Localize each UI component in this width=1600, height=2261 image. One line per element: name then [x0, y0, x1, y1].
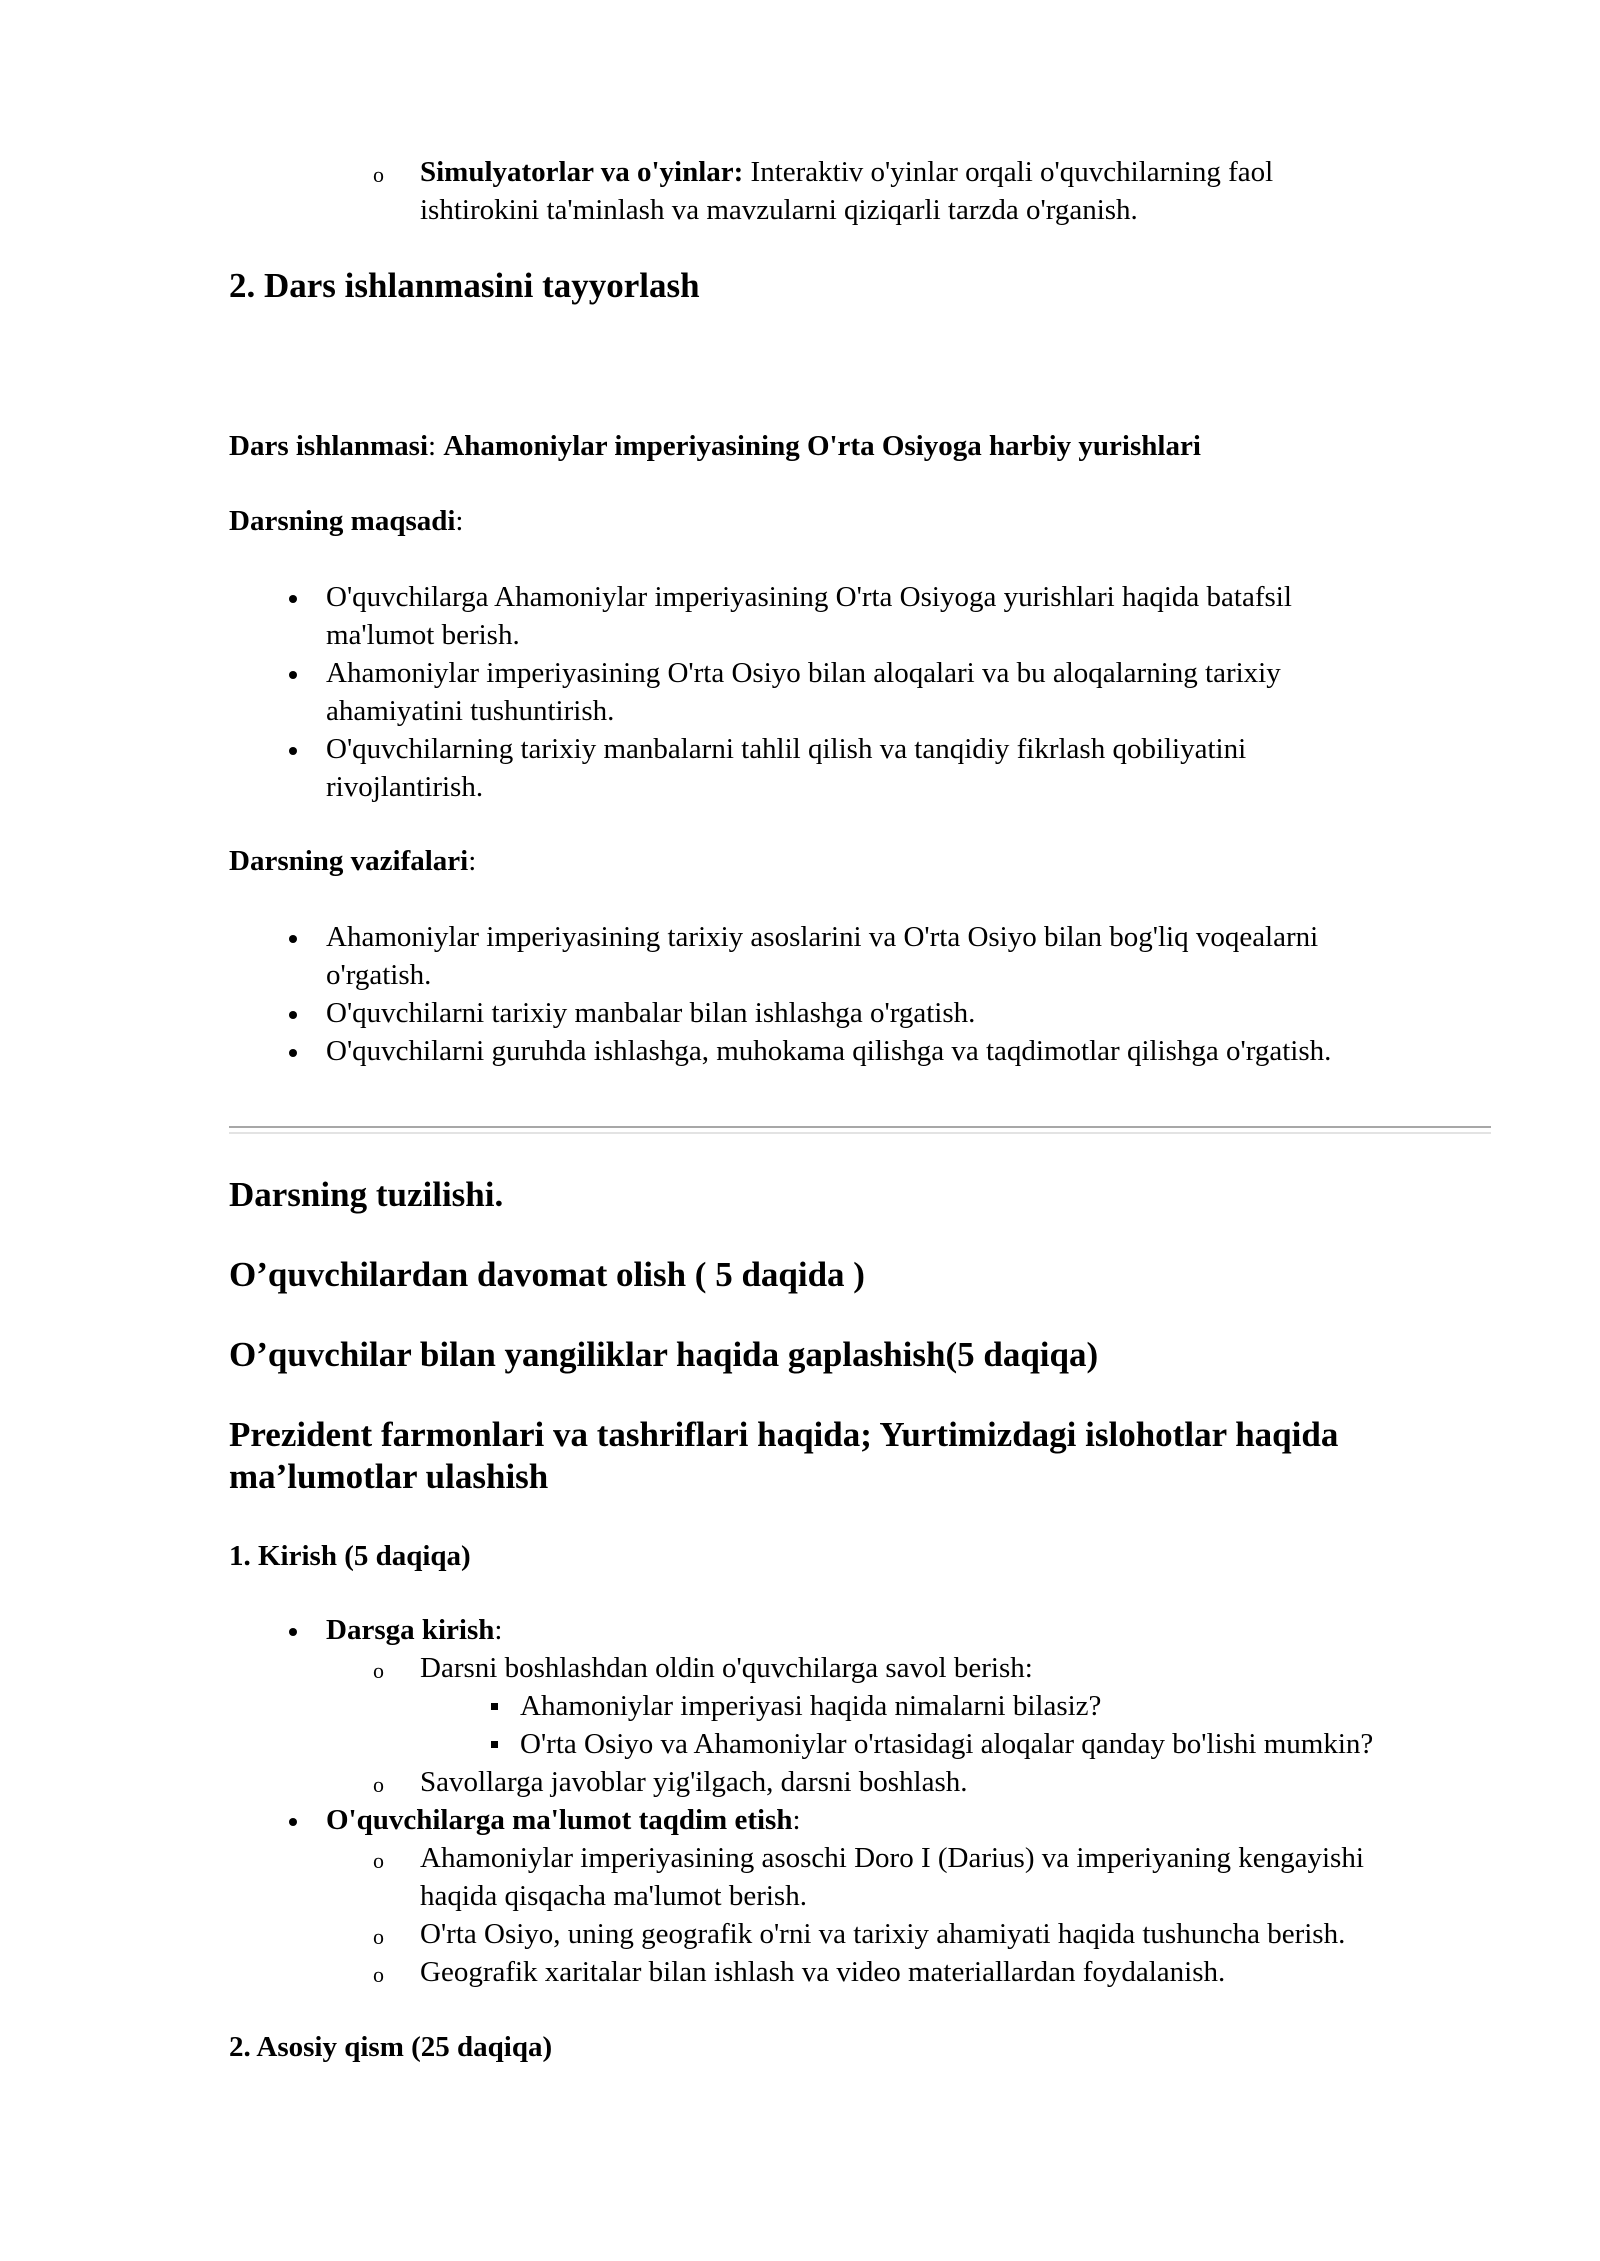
list-item: O'quvchilarning tarixiy manbalarni tahlil qilish va tanqidiy fikrlash qobiliyatini: [326, 733, 1247, 765]
section-heading: 2. Dars ishlanmasini tayyorlash: [229, 266, 700, 305]
davomat-heading: O’quvchilardan davomat olish ( 5 daqida ): [229, 1255, 865, 1294]
list-item-cont: ma'lumot berish.: [326, 619, 520, 651]
tuzilish-title: Darsning tuzilishi.: [229, 1175, 504, 1214]
sub-list-item: O'rta Osiyo, uning geografik o'rni va tarixiy ahamiyati haqida tushuncha berish.: [420, 1918, 1346, 1950]
vazifa-label: Darsning vazifalari: [229, 845, 469, 877]
circle-bullet-icon: o: [373, 1924, 384, 1949]
list-item: O'quvchilarga Ahamoniylar imperiyasining O'rta Osiyoga yurishlari haqida batafsil: [326, 581, 1292, 613]
list-item: O'quvchilarni guruhda ishlashga, muhokama qilishga va taqdimotlar qilishga o'rgatish.: [326, 1035, 1332, 1067]
prezident-heading-cont: ma’lumotlar ulashish: [229, 1457, 549, 1496]
dars-title-line: [229, 427, 1201, 465]
dars-label: Dars ishlanmasi: [229, 430, 429, 462]
dars-title: Ahamoniylar imperiyasining O'rta Osiyoga harbiy yurishlari: [443, 430, 1201, 462]
bullet-icon: [289, 1613, 297, 1636]
colon: :: [494, 1614, 503, 1646]
item-text-cont: ishtirokini ta'minlash va mavzularni qiziqarli tarzda o'rganish.: [420, 194, 1138, 226]
question-item: O'rta Osiyo va Ahamoniylar o'rtasidagi aloqalar qanday bo'lishi mumkin?: [520, 1728, 1374, 1760]
question-item: Ahamoniylar imperiyasi haqida nimalarni bilasiz?: [520, 1690, 1102, 1722]
circle-bullet-icon: o: [373, 1848, 384, 1873]
list-item: Ahamoniylar imperiyasining O'rta Osiyo bilan aloqalari va bu aloqalarning tarixiy: [326, 657, 1281, 689]
bullet-icon: [289, 1034, 297, 1057]
item-label: Simulyatorlar va o'yinlar:: [420, 156, 744, 188]
bullet-icon: [289, 1803, 297, 1826]
kirish-heading: 1. Kirish (5 daqiqa): [229, 1540, 471, 1572]
list-item-cont: ahamiyatini tushuntirish.: [326, 695, 615, 727]
list-item-cont: o'rgatish.: [326, 959, 432, 991]
square-bullet-icon: [491, 1725, 498, 1748]
sub-list-item: Ahamoniylar imperiyasining asoschi Doro I (Darius) va imperiyaning kengayishi: [420, 1842, 1364, 1874]
bullet-icon: [289, 580, 297, 603]
bullet-icon: [289, 920, 297, 943]
list-item: [326, 1801, 801, 1839]
vazifa-heading: [229, 842, 476, 880]
colon: :: [792, 1804, 801, 1836]
sub-list-item: Geografik xaritalar bilan ishlash va video materiallardan foydalanish.: [420, 1956, 1226, 1988]
sub-list-item: Savollarga javoblar yig'ilgach, darsni boshlash.: [420, 1766, 968, 1798]
sub-list-item: Darsni boshlashdan oldin o'quvchilarga savol berish:: [420, 1652, 1033, 1684]
sub-list-item-cont: haqida qisqacha ma'lumot berish.: [420, 1880, 807, 1912]
maqsad-label: Darsning maqsadi: [229, 505, 456, 537]
circle-bullet-icon: o: [373, 1772, 384, 1797]
horizontal-divider: [229, 1126, 1491, 1134]
maqsad-heading: [229, 502, 463, 540]
bullet-icon: [289, 996, 297, 1019]
prezident-heading: Prezident farmonlari va tashriflari haqida; Yurtimizdagi islohotlar haqida: [229, 1415, 1339, 1454]
circle-bullet-icon: o: [373, 1962, 384, 1987]
list-item-cont: rivojlantirish.: [326, 771, 484, 803]
circle-bullet-icon: o: [373, 1658, 384, 1683]
colon: :: [428, 430, 437, 462]
taqdim-label: O'quvchilarga ma'lumot taqdim etish: [326, 1804, 793, 1836]
asosiy-heading: 2. Asosiy qism (25 daqiqa): [229, 2031, 553, 2063]
square-bullet-icon: [491, 1687, 498, 1710]
list-item: Ahamoniylar imperiyasining tarixiy asoslarini va O'rta Osiyo bilan bog'liq voqealarni: [326, 921, 1319, 953]
list-item: O'quvchilarni tarixiy manbalar bilan ishlashga o'rgatish.: [326, 997, 976, 1029]
colon: :: [468, 845, 477, 877]
list-item: [420, 153, 1273, 191]
list-item: [326, 1611, 502, 1649]
darsga-label: Darsga kirish: [326, 1614, 495, 1646]
item-text: Interaktiv o'yinlar orqali o'quvchilarning faol: [750, 156, 1274, 188]
bullet-icon: [289, 732, 297, 755]
yangilik-heading: O’quvchilar bilan yangiliklar haqida gaplashish(5 daqiqa): [229, 1335, 1099, 1374]
colon: :: [455, 505, 464, 537]
bullet-icon: [289, 656, 297, 679]
circle-bullet-icon: o: [373, 162, 384, 187]
